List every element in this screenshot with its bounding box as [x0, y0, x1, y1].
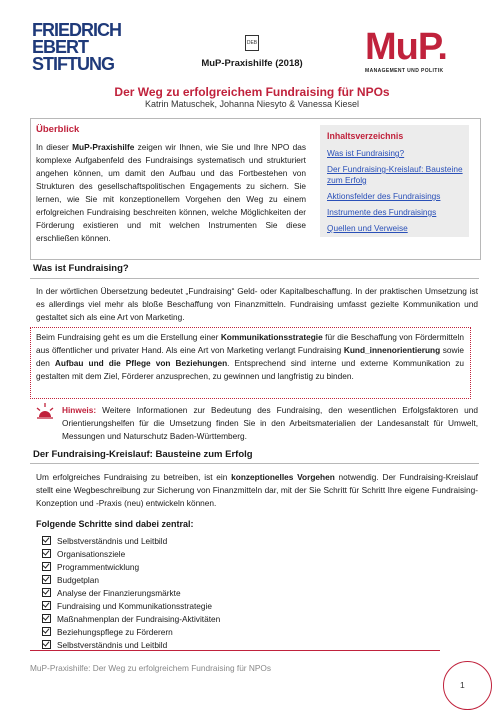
kreislauf-text-bold: konzeptionelles Vorgehen — [231, 472, 335, 482]
step-label: Budgetplan — [57, 575, 99, 585]
lamp-icon — [35, 402, 55, 420]
checkbox-icon — [42, 562, 51, 571]
section-heading-kreislauf: Der Fundraising-Kreislauf: Bausteine zum Erfolg — [33, 449, 253, 460]
definition-text-bold: Kommunikationsstrategie — [220, 332, 323, 342]
toc-link-instrumente[interactable]: Instrumente des Fundraisings — [327, 207, 437, 217]
page-number: 1 — [460, 680, 465, 690]
fes-logo-line: STIFTUNG — [32, 54, 114, 74]
hint-note — [62, 404, 478, 443]
document-icon: DEB — [245, 35, 259, 51]
footer-divider — [30, 650, 440, 651]
overview-text-part: In dieser — [36, 142, 73, 152]
overview-text-part: zeigen wir Ihnen, wie Sie und Ihre NPO das komplexe Aufgabenfeld des Fundraisings systematisch und strukturiert angehen können, um damit den Aufbau und das Fortbestehen von Strukturen des gesellschaftspolitischen Engagements zu sichern. Sie lernen, wie Sie mit konzeptionellem Vorgehen den Weg zu einem erfolgreichen Fundraising beschreiten können, welche Möglichkeiten der Förderung existieren und mit welchen Instrumenten Sie diese erschließen können. — [36, 142, 306, 243]
checkbox-icon — [42, 549, 51, 558]
hint-text: Weitere Informationen zur Bedeutung des Fundraising, den wesentlichen Erfolgsfaktoren und Orientierungshelfen für die Umsetzung finden Sie in den Arbeitsmaterialien der Landesanstalt für Umwelt, Messungen und Naturschutz Baden-Württemberg. — [62, 405, 478, 441]
step-label: Beziehungspflege zu Förderern — [57, 627, 173, 637]
section-kreislauf-paragraph — [36, 471, 478, 510]
step-label: Maßnahmenplan der Fundraising-Aktivitäten — [57, 614, 221, 624]
toc-link-aktionsfelder[interactable]: Aktionsfelder des Fundraisings — [327, 191, 441, 201]
kreislauf-text-part: notwendig. Der Fundraising-Kreislauf stellt eine Wegbeschreibung zur Sicherung von Finanzmitteln dar, mit der Sie Schritt für Schritt Ihre eigene Fundraising-Konzeption und -Praxis (neu) entwickeln können. — [36, 472, 478, 508]
list-item — [42, 587, 220, 600]
checkbox-icon — [42, 575, 51, 584]
overview-text-bold: MuP-Praxishilfe — [72, 142, 135, 152]
list-item — [42, 613, 220, 626]
fes-logo-line: FRIEDRICH — [32, 20, 121, 40]
list-item — [42, 561, 220, 574]
authors: Katrin Matuschek, Johanna Niesyto & Vanessa Kiesel — [145, 99, 359, 109]
toc-link-kreislauf[interactable]: Der Fundraising-Kreislauf: Bausteine zum Erfolg — [327, 164, 463, 185]
list-item — [42, 535, 220, 548]
checkbox-icon — [42, 627, 51, 636]
step-label: Fundraising und Kommunikationsstrategie — [57, 601, 212, 611]
kreislauf-text-part: Um erfolgreiches Fundraising zu betreiben, ist ein — [36, 472, 232, 482]
hint-label: Hinweis: — [62, 405, 97, 415]
definition-text-part: für die Beschaffung von Fördermitteln aus öffentlicher und privater Hand. Als eine Art von Marketing verlangt Fundraising — [36, 332, 464, 355]
definition-text — [36, 331, 464, 383]
mup-logo-tagline: MANAGEMENT UND POLITIK — [365, 68, 444, 74]
mup-logo-mark: MuP. — [365, 26, 447, 68]
checkbox-icon — [42, 601, 51, 610]
toc-link-fundraising[interactable]: Was ist Fundraising? — [327, 148, 405, 158]
section-divider — [30, 278, 479, 279]
overview-text — [36, 141, 306, 245]
definition-text-part: Beim Fundraising geht es um die Erstellung einer — [36, 332, 221, 342]
publication-kicker: MuP-Praxishilfe (2018) — [201, 58, 303, 69]
list-item — [42, 626, 220, 639]
step-label: Selbstverständnis und Leitbild — [57, 536, 168, 546]
step-label: Organisationsziele — [57, 549, 126, 559]
toc-link-quellen[interactable]: Quellen und Verweise — [327, 223, 408, 233]
steps-list — [42, 535, 220, 652]
mup-logo — [365, 28, 475, 74]
section-heading-fundraising: Was ist Fundraising? — [33, 263, 129, 274]
page-title: Der Weg zu erfolgreichem Fundraising für NPOs — [114, 85, 390, 99]
list-item — [42, 548, 220, 561]
list-item — [42, 600, 220, 613]
definition-text-bold: Kund_innenorientierung — [343, 345, 441, 355]
checkbox-icon — [42, 640, 51, 649]
step-label: Selbstverständnis und Leitbild — [57, 640, 168, 650]
toc-heading: Inhaltsverzeichnis — [327, 131, 404, 141]
fes-logo-line: EBERT — [32, 37, 89, 57]
overview-heading: Überblick — [36, 124, 80, 135]
checkbox-icon — [42, 614, 51, 623]
definition-text-part: . Entsprechend sind interne und externe Kommunikation zu gestalten mit dem Ziel, Förderer anzusprechen, zu gewinnen und langfristig zu binden. — [36, 358, 464, 381]
list-item — [42, 574, 220, 587]
section-fundraising-paragraph: In der wörtlichen Übersetzung bedeutet „Fundraising“ Geld- oder Kapitalbeschaffung. In der praktischen Umsetzung ist es allerdings viel mehr als bloße Beschaffung von Finanzmitteln. Fundraising umfasst gezielte Kommunikation und gestaltet sich als eine Art von Marketing. — [36, 286, 478, 322]
step-label: Programmentwicklung — [57, 562, 140, 572]
footer-text: MuP-Praxishilfe: Der Weg zu erfolgreichem Fundraising für NPOs — [30, 663, 272, 673]
toc-list — [327, 148, 467, 239]
checkbox-icon — [42, 588, 51, 597]
definition-text-bold: Aufbau und die Pflege von Beziehungen — [54, 358, 228, 368]
page-number-circle — [443, 661, 492, 710]
definition-text-part: sowie den — [36, 345, 464, 368]
steps-heading: Folgende Schritte sind dabei zentral: — [36, 519, 194, 529]
step-label: Analyse der Finanzierungsmärkte — [57, 588, 181, 598]
section-divider — [30, 463, 479, 464]
checkbox-icon — [42, 536, 51, 545]
